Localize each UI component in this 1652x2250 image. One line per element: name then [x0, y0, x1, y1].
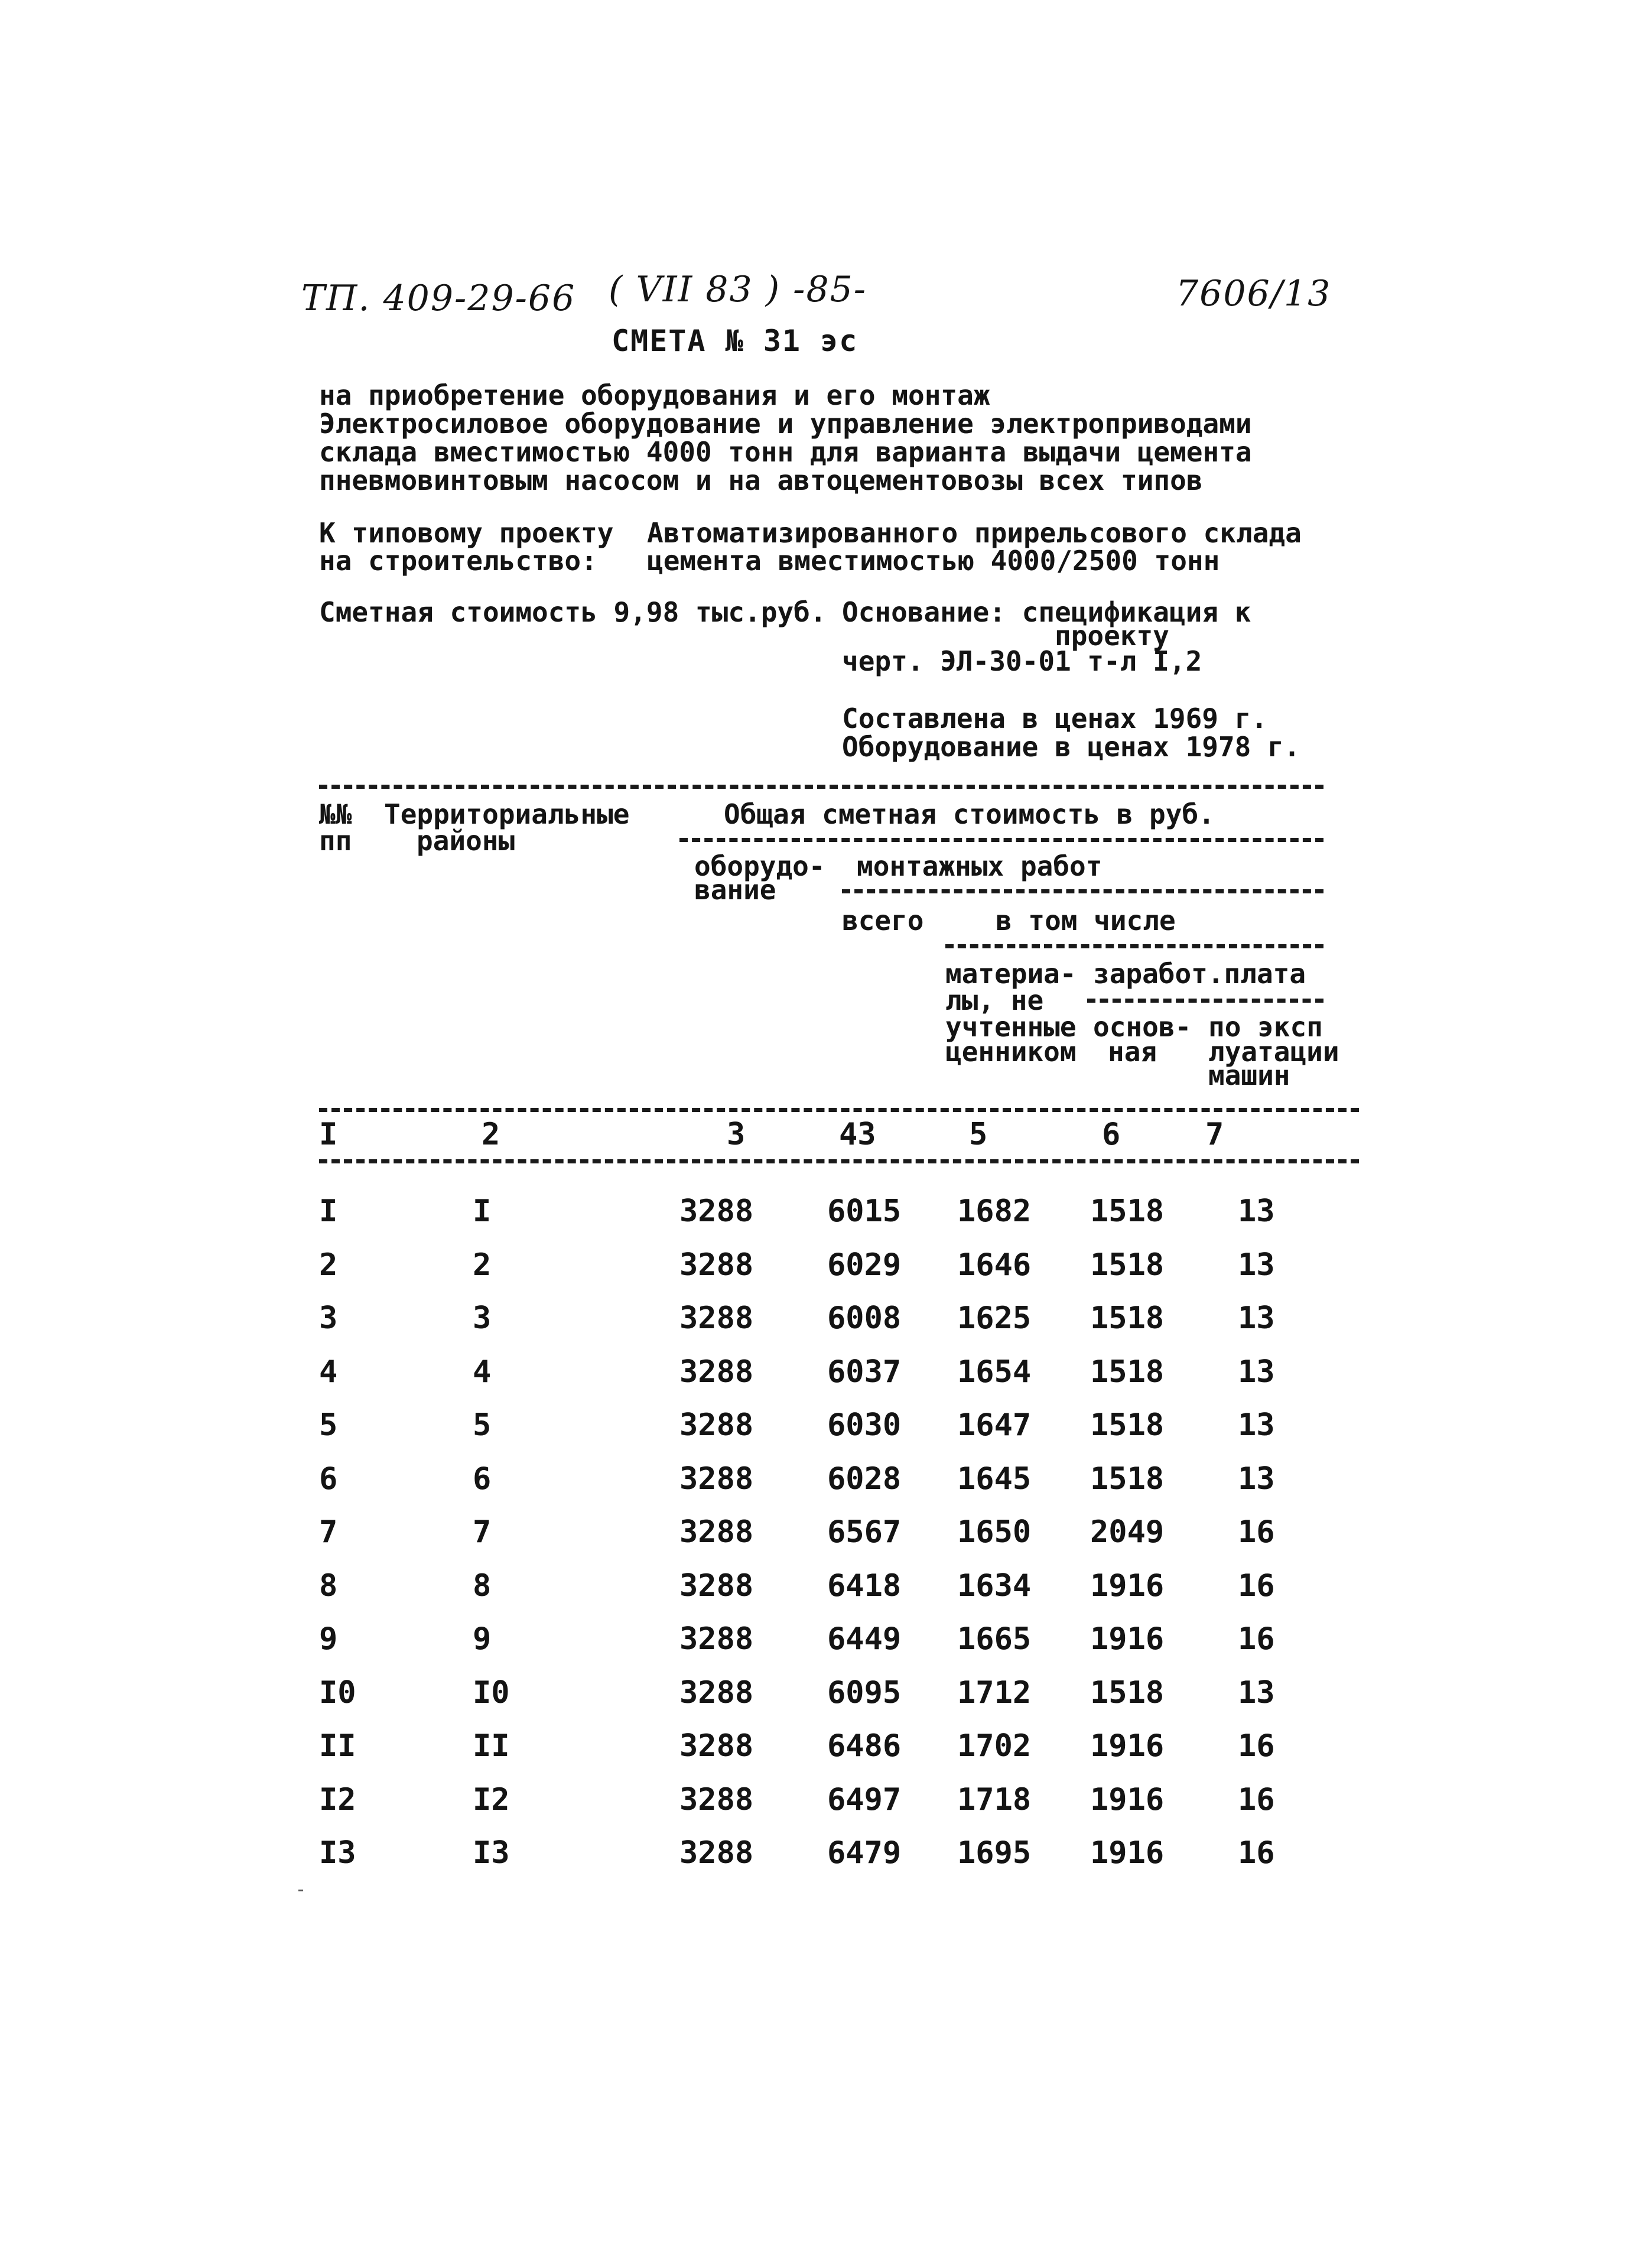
subject-line-4: пневмовинтовым насосом и на автоцементовозы всех типов [319, 464, 1203, 496]
smeta-title: СМЕТА № 31 эс [612, 324, 858, 358]
row-num: 5 [319, 1407, 338, 1443]
subject-line-2: Электросиловое оборудование и управление электроприводами [319, 408, 1252, 440]
row-wage-basic: 1518 [1090, 1247, 1165, 1283]
basis-line-1: Основание: спецификация к [842, 596, 1251, 628]
row-num: I3 [319, 1835, 356, 1871]
row-total-install: 6567 [827, 1514, 902, 1550]
row-wage-machines: 13 [1238, 1247, 1275, 1283]
row-materials: 1647 [957, 1407, 1032, 1443]
prices-line-1: Составлена в ценах 1969 г. [842, 703, 1268, 734]
project-label-1: К типовому проекту [319, 517, 614, 549]
subject-line-1: на приобретение оборудования и его монтаж [319, 379, 990, 411]
header-total-cost: Общая сметная стоимость в руб. [724, 798, 1215, 830]
row-num: 7 [319, 1514, 338, 1550]
album-number: ( VII 83 ) -85- [609, 269, 867, 310]
row-region: 6 [473, 1461, 492, 1497]
header-region-1: Территориальные [384, 798, 630, 830]
row-equipment: 3288 [679, 1675, 754, 1711]
row-total-install: 6030 [827, 1407, 902, 1443]
row-equipment: 3288 [679, 1835, 754, 1871]
project-label-2: на строительство: [319, 545, 597, 577]
row-wage-basic: 1916 [1090, 1835, 1165, 1871]
estimated-cost: Сметная стоимость 9,98 тыс.руб. [319, 596, 827, 628]
row-total-install: 6449 [827, 1621, 902, 1657]
column-number-6: 6 [1102, 1117, 1121, 1152]
header-including: в том числе [996, 905, 1176, 937]
row-wage-basic: 1518 [1090, 1300, 1165, 1336]
row-materials: 1712 [957, 1675, 1032, 1711]
header-region-2: районы [417, 825, 515, 857]
row-materials: 1654 [957, 1354, 1032, 1390]
header-equipment-1: оборудо- [694, 850, 825, 882]
row-equipment: 3288 [679, 1568, 754, 1604]
row-wage-basic: 1518 [1090, 1407, 1165, 1443]
row-wage-basic: 1518 [1090, 1675, 1165, 1711]
row-num: 8 [319, 1568, 338, 1604]
row-wage-machines: 16 [1238, 1782, 1275, 1817]
row-num: 6 [319, 1461, 338, 1497]
row-wage-machines: 16 [1238, 1835, 1275, 1871]
table-header-rule-4 [1087, 999, 1323, 1003]
row-wage-machines: 13 [1238, 1675, 1275, 1711]
row-equipment: 3288 [679, 1621, 754, 1657]
row-region: 5 [473, 1407, 492, 1443]
row-wage-machines: 16 [1238, 1728, 1275, 1764]
row-wage-machines: 16 [1238, 1621, 1275, 1657]
row-total-install: 6028 [827, 1461, 902, 1497]
row-equipment: 3288 [679, 1300, 754, 1336]
row-equipment: 3288 [679, 1407, 754, 1443]
row-total-install: 6497 [827, 1782, 902, 1817]
header-materials-2: лы, не [945, 984, 1044, 1016]
row-total-install: 6486 [827, 1728, 902, 1764]
column-number-2: 2 [482, 1117, 500, 1152]
row-region: 9 [473, 1621, 492, 1657]
row-num: II [319, 1728, 356, 1764]
row-total-install: 6479 [827, 1835, 902, 1871]
row-total-install: 6037 [827, 1354, 902, 1390]
table-top-rule [319, 785, 1323, 789]
project-text-1: Автоматизированного прирельсового склада [647, 517, 1302, 549]
subject-line-3: склада вместимостью 4000 тонн для варианта выдачи цемента [319, 436, 1252, 468]
header-materials-3: учтенные [945, 1011, 1077, 1043]
row-region: I0 [473, 1675, 510, 1711]
row-wage-basic: 1916 [1090, 1782, 1165, 1817]
row-wage-machines: 16 [1238, 1514, 1275, 1550]
row-region: 3 [473, 1300, 492, 1336]
column-number-4: 43 [839, 1117, 876, 1152]
row-materials: 1665 [957, 1621, 1032, 1657]
header-machines-2: луатации [1208, 1036, 1339, 1068]
row-wage-basic: 2049 [1090, 1514, 1165, 1550]
row-region: 2 [473, 1247, 492, 1283]
header-machines-3: машин [1208, 1059, 1290, 1091]
header-machines-1: по эксп [1208, 1011, 1323, 1043]
row-num: I [319, 1194, 338, 1229]
row-wage-basic: 1518 [1090, 1354, 1165, 1390]
row-num: I0 [319, 1675, 356, 1711]
row-region: I3 [473, 1835, 510, 1871]
row-wage-machines: 13 [1238, 1300, 1275, 1336]
row-region: 8 [473, 1568, 492, 1604]
row-wage-machines: 16 [1238, 1568, 1275, 1604]
row-wage-basic: 1916 [1090, 1621, 1165, 1657]
header-materials-1: материа- [945, 958, 1077, 990]
row-total-install: 6008 [827, 1300, 902, 1336]
archive-number: 7606/13 [1176, 273, 1332, 314]
row-num: I2 [319, 1782, 356, 1817]
row-materials: 1718 [957, 1782, 1032, 1817]
table-header-bottom-rule [319, 1108, 1359, 1112]
row-equipment: 3288 [679, 1782, 754, 1817]
column-number-1: I [319, 1117, 338, 1152]
prices-line-2: Оборудование в ценах 1978 г. [842, 731, 1300, 763]
row-wage-machines: 13 [1238, 1407, 1275, 1443]
margin-mark [298, 1890, 303, 1891]
header-wage: заработ.плата [1093, 958, 1306, 990]
row-materials: 1695 [957, 1835, 1032, 1871]
header-num-1: №№ [319, 798, 352, 830]
row-materials: 1646 [957, 1247, 1032, 1283]
header-installation: монтажных работ [857, 850, 1103, 882]
header-basic-1: основ- [1093, 1011, 1192, 1043]
header-equipment-2: вание [694, 874, 776, 906]
row-materials: 1702 [957, 1728, 1032, 1764]
header-all: всего [842, 905, 924, 937]
row-equipment: 3288 [679, 1247, 754, 1283]
row-num: 3 [319, 1300, 338, 1336]
row-equipment: 3288 [679, 1354, 754, 1390]
table-header-rule-3 [945, 944, 1323, 948]
row-wage-basic: 1916 [1090, 1568, 1165, 1604]
basis-line-2: проекту [1055, 620, 1169, 652]
row-materials: 1650 [957, 1514, 1032, 1550]
project-code: ТП. 409-29-66 [301, 278, 576, 319]
column-number-5: 5 [969, 1117, 988, 1152]
column-number-3: 3 [727, 1117, 746, 1152]
header-materials-4: ценником [945, 1036, 1077, 1068]
row-equipment: 3288 [679, 1461, 754, 1497]
row-num: 4 [319, 1354, 338, 1390]
row-materials: 1645 [957, 1461, 1032, 1497]
project-text-2: цемента вместимостью 4000/2500 тонн [647, 545, 1220, 577]
row-total-install: 6418 [827, 1568, 902, 1604]
row-materials: 1682 [957, 1194, 1032, 1229]
row-total-install: 6029 [827, 1247, 902, 1283]
row-materials: 1625 [957, 1300, 1032, 1336]
row-region: I2 [473, 1782, 510, 1817]
row-equipment: 3288 [679, 1514, 754, 1550]
row-region: I [473, 1194, 492, 1229]
row-total-install: 6095 [827, 1675, 902, 1711]
table-header-rule-1 [679, 838, 1323, 842]
column-numbers-rule [319, 1159, 1359, 1163]
row-total-install: 6015 [827, 1194, 902, 1229]
row-materials: 1634 [957, 1568, 1032, 1604]
row-region: 7 [473, 1514, 492, 1550]
row-region: II [473, 1728, 510, 1764]
row-region: 4 [473, 1354, 492, 1390]
row-wage-basic: 1916 [1090, 1728, 1165, 1764]
header-num-2: пп [319, 825, 352, 857]
row-wage-basic: 1518 [1090, 1194, 1165, 1229]
row-wage-machines: 13 [1238, 1194, 1275, 1229]
row-equipment: 3288 [679, 1194, 754, 1229]
row-num: 9 [319, 1621, 338, 1657]
basis-line-3: черт. ЭЛ-30-01 т-л I,2 [842, 645, 1202, 677]
row-wage-machines: 13 [1238, 1461, 1275, 1497]
row-wage-basic: 1518 [1090, 1461, 1165, 1497]
header-basic-2: ная [1108, 1036, 1157, 1068]
row-equipment: 3288 [679, 1728, 754, 1764]
row-wage-machines: 13 [1238, 1354, 1275, 1390]
row-num: 2 [319, 1247, 338, 1283]
table-header-rule-2 [842, 889, 1323, 893]
column-number-7: 7 [1205, 1117, 1224, 1152]
